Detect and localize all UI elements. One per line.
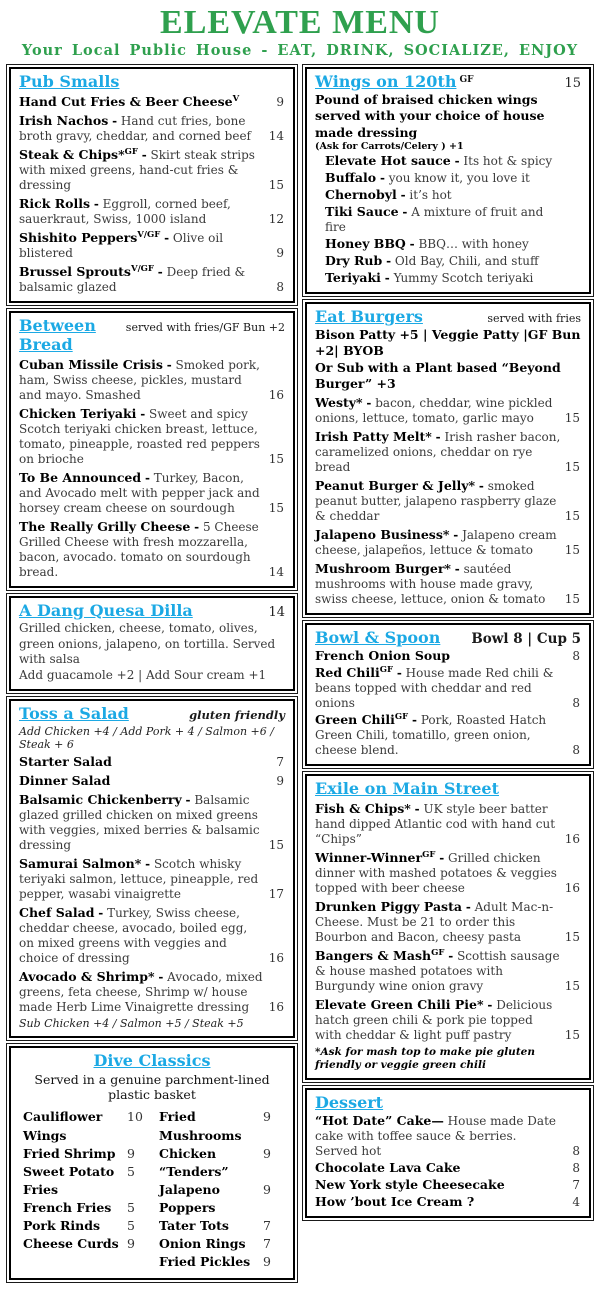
basket-columns (19, 1108, 285, 1271)
item-price: 17 (268, 887, 284, 902)
item-dash: - (386, 254, 392, 269)
section-title: Between Bread (19, 316, 96, 354)
item-price: 5 (127, 1163, 135, 1179)
item-dash: - (487, 998, 493, 1013)
section-title: Exile on Main Street (315, 779, 499, 799)
menu-item (19, 357, 285, 403)
item-name: Jalapeno Business* (315, 527, 450, 543)
item-dash: - (140, 407, 146, 421)
item-description: Adult Mac-n-Cheese. Must be 21 to order this Bourbon and Bacon, cheesy pasta (315, 900, 554, 945)
item-dash: - (448, 949, 454, 964)
section-wings (305, 67, 591, 294)
carrots-celery-note: (Ask for Carrots/Celery ) +1 (315, 140, 464, 152)
item-description: Turkey, Bacon, and Avocado melt with pepper jack and horsey cream cheese on sourdough (19, 471, 260, 515)
section-header (19, 316, 285, 354)
item-name: Irish Nachos (19, 113, 109, 128)
item-dash: - (396, 666, 402, 681)
item-dash: - (366, 396, 372, 411)
section-header (19, 1051, 285, 1070)
item-dash: - (400, 188, 406, 203)
menu-item (19, 856, 285, 902)
basket-item (23, 1163, 145, 1199)
section-title: Dive Classics (93, 1051, 211, 1071)
item-description: Irish rasher bacon, caramelized onions, cheddar on rye bread (315, 430, 561, 475)
item-name: Starter Salad (19, 754, 112, 770)
menu-item (19, 264, 285, 295)
item-dash: - (478, 479, 484, 494)
dietary-tag: GF (459, 75, 474, 85)
item-dash: - (402, 205, 408, 220)
menu-item (315, 997, 581, 1043)
sauce-item (315, 253, 581, 269)
menu-item (315, 1160, 581, 1176)
basket-item (23, 1199, 145, 1217)
addon-line: Add Chicken +4 / Add Pork + 4 / Salmon +6 / Steak + 6 (19, 725, 274, 752)
menu-subtitle: Your Local Public House - EAT, DRINK, SOCIALIZE, ENJOY (21, 42, 579, 59)
item-price: 9 (276, 246, 284, 260)
item-name: Bangers & Mash (315, 948, 432, 964)
item-description: UK style beer batter hand dipped Atlantic cod with hand cut “Chips” (315, 802, 556, 847)
sauce-item (315, 270, 581, 286)
item-price: 8 (572, 1161, 580, 1176)
basket-item (23, 1145, 145, 1163)
item-price: 9 (276, 774, 284, 789)
menu-item (315, 1113, 581, 1159)
item-description: Skirt steak strips with mixed greens, hand-cut fries & dressing (19, 148, 255, 192)
item-description: Balsamic glazed grilled chicken on mixed greens with veggies, mixed berries & balsamic dressing (19, 793, 260, 853)
menu-title: ELEVATE MENU (160, 4, 440, 41)
item-name: Fried Shrimp (23, 1145, 116, 1161)
item-dash: - (185, 793, 191, 808)
item-name: Elevate Green Chili Pie* (315, 997, 484, 1013)
item-description: Turkey, Swiss cheese, cheddar cheese, avocado, boiled egg, on mixed greens with veggies and choice of dressing (19, 906, 248, 966)
item-description: Yummy Scotch teriyaki (393, 271, 534, 286)
item-name: Cuban Missile Crisis (19, 357, 163, 372)
item-name: Red Chili (315, 665, 380, 681)
item-description: Its hot & spicy (463, 154, 553, 169)
section-description: Pound of braised chicken wings served with your choice of house made dressing (315, 92, 545, 140)
item-name: Buffalo (325, 170, 377, 186)
item-name: Irish Patty Melt* (315, 429, 432, 445)
section-bowl-and-spoon (305, 623, 591, 766)
item-name: Drunken Piggy Pasta (315, 899, 462, 915)
item-price: 14 (268, 129, 284, 143)
item-description: smoked peanut butter, jalapeno raspberry glaze & cheddar (315, 479, 557, 524)
item-description: Deep fried & balsamic glazed (19, 265, 246, 294)
item-price: 15 (564, 979, 580, 994)
item-dash: - (112, 114, 118, 128)
item-price: 15 (564, 543, 580, 558)
item-description: Scotch whisky teriyaki salmon, lettuce, pineapple, red pepper, wasabi vinaigrette (19, 857, 259, 902)
item-name: Chicken “Tenders” (159, 1145, 229, 1179)
section-header (315, 307, 581, 326)
item-dash: - (194, 520, 200, 534)
item-description: you know it, you love it (388, 171, 530, 186)
section-exile-on-main-street (305, 774, 591, 1080)
item-list (19, 357, 285, 580)
basket-item (159, 1235, 281, 1253)
item-price: 7 (263, 1218, 271, 1234)
sauce-item (315, 187, 581, 203)
item-dash: - (384, 271, 390, 286)
section-pub-smalls (9, 67, 295, 303)
item-dash: - (141, 148, 147, 162)
item-list (19, 94, 285, 295)
item-name: Tater Tots (159, 1218, 229, 1234)
item-description: Avocado, mixed greens, feta cheese, Shrimp w/ house made Herb Lime Vinaigrette dressing (19, 970, 263, 1015)
item-price: 4 (572, 1195, 580, 1210)
item-price: 9 (263, 1254, 271, 1270)
item-description: Pork, Roasted Hatch Green Chili, tomatillo, green onion, cheese blend. (315, 713, 547, 758)
dietary-tag: V (232, 94, 240, 104)
section-toss-a-salad (9, 699, 295, 1038)
item-name: Cauliflower Wings (23, 1109, 103, 1143)
item-dash: - (435, 430, 441, 445)
item-description: bacon, cheddar, wine pickled onions, lettuce, tomato, garlic mayo (315, 396, 553, 426)
item-price: 15 (564, 592, 580, 607)
dietary-tag: GF (124, 147, 138, 157)
section-description: Grilled chicken, cheese, tomato, olives, green onions, jalapeno, on tortilla. Served with salsa (19, 621, 276, 667)
item-list (315, 648, 581, 758)
item-price: 5 (127, 1218, 135, 1234)
menu-item (19, 969, 285, 1015)
menu-item (315, 712, 581, 758)
menu-item (19, 754, 285, 770)
item-name: Tiki Sauce (325, 204, 399, 220)
item-price: 9 (263, 1109, 271, 1125)
section-title: Eat Burgers (315, 307, 423, 327)
item-price: 5 (127, 1200, 135, 1215)
item-name: Elevate Hot sauce (325, 153, 451, 169)
sub-protein-line: Sub Chicken +4 / Salmon +5 / Steak +5 (19, 1017, 244, 1031)
basket-item (159, 1181, 281, 1217)
section-price: 14 (268, 605, 285, 620)
item-description: Smoked pork, ham, Swiss cheese, pickles, mustard and mayo. Smashed (19, 358, 260, 402)
menu-item (19, 196, 285, 227)
item-name: The Really Grilly Cheese (19, 519, 191, 534)
item-list (315, 1113, 581, 1210)
item-name: Dinner Salad (19, 773, 111, 789)
basket-column-right (159, 1108, 281, 1271)
item-price: 8 (572, 743, 580, 758)
right-column (301, 63, 595, 1284)
item-name: New York style Cheesecake (315, 1177, 505, 1193)
basket-column-left (23, 1108, 145, 1271)
menu-item (19, 113, 285, 144)
section-header (19, 72, 285, 91)
item-name: French Onion Soup (315, 648, 451, 664)
item-price: 15 (564, 460, 580, 475)
item-description: it’s hot (409, 188, 452, 203)
item-price: 16 (564, 832, 580, 847)
item-list (315, 801, 581, 1043)
section-between-bread (9, 311, 295, 588)
item-name: Shishito Peppers (19, 230, 138, 245)
section-note: served with fries/GF Bun +2 (125, 321, 285, 334)
menu-item (19, 230, 285, 261)
menu-item (19, 147, 285, 193)
item-name: Chef Salad (19, 905, 95, 921)
section-note: served with fries (487, 312, 581, 326)
item-name: French Fries (23, 1200, 112, 1215)
item-dash: - (409, 237, 415, 252)
item-price: 15 (268, 838, 284, 853)
beyond-burger-line: Or Sub with a Plant based “Beyond Burger” +3 (315, 359, 561, 391)
item-name: Fish & Chips* (315, 801, 411, 817)
item-dash: - (158, 970, 164, 985)
item-price: 16 (564, 881, 580, 896)
item-dash: - (414, 802, 420, 817)
item-dash: - (379, 171, 385, 186)
item-name: Jalapeno Poppers (159, 1181, 220, 1215)
item-name: How ’bout Ice Cream ? (315, 1194, 475, 1210)
dietary-tag: GF (379, 665, 394, 676)
item-name: Brussel Sprouts (19, 264, 131, 279)
section-header (315, 628, 581, 647)
menu-item (315, 648, 581, 664)
item-price: 16 (268, 1000, 284, 1015)
item-name: Samurai Salmon* (19, 856, 142, 872)
item-price: 14 (268, 565, 284, 579)
item-name: Winner-Winner (315, 850, 423, 866)
sauce-item (315, 236, 581, 252)
basket-item (159, 1108, 281, 1144)
menu-item (315, 801, 581, 847)
item-description: House made Red chili & beans topped with cheddar and red onions (315, 666, 554, 711)
item-name: Sweet Potato Fries (23, 1163, 115, 1197)
item-name: Teriyaki (325, 270, 381, 286)
menu-item (19, 470, 285, 516)
item-price: 15 (564, 930, 580, 945)
section-note: Bowl 8 | Cup 5 (471, 631, 581, 648)
section-title: Wings on 120th (315, 72, 457, 91)
section-dessert (305, 1088, 591, 1218)
item-name: Steak & Chips* (19, 147, 125, 162)
section-title: Pub Smalls (19, 72, 120, 91)
item-description: Olive oil blistered (19, 231, 224, 260)
section-note: Served in a genuine parchment-lined plastic basket (34, 1072, 270, 1103)
item-name: Fried Pickles (159, 1254, 251, 1270)
menu-item (315, 429, 581, 475)
item-price: 8 (572, 649, 580, 664)
item-name: “Hot Date” Cake— (315, 1113, 444, 1129)
item-price: 15 (268, 178, 284, 192)
menu-item (19, 406, 285, 467)
item-name: Chernobyl (325, 187, 397, 203)
menu-item (315, 1177, 581, 1193)
item-description: Scottish sausage & house mashed potatoes with Burgundy wine onion gravy (315, 949, 560, 994)
item-price: 15 (564, 1028, 580, 1043)
basket-item (23, 1217, 145, 1235)
basket-item (159, 1217, 281, 1235)
menu-item (19, 519, 285, 580)
basket-item (159, 1253, 281, 1271)
menu-item (315, 1194, 581, 1210)
menu-item (315, 561, 581, 607)
item-name: Fried Mushrooms (159, 1109, 242, 1143)
section-dive-classics (9, 1046, 295, 1279)
item-name: Westy* (315, 395, 363, 411)
item-name: Chocolate Lava Cake (315, 1160, 461, 1176)
item-name: Onion Rings (159, 1236, 246, 1252)
item-name: Peanut Burger & Jelly* (315, 478, 476, 494)
left-column (5, 63, 299, 1284)
basket-item (159, 1145, 281, 1181)
section-header (315, 72, 581, 91)
dietary-tag: GF (422, 850, 436, 861)
item-dash: - (453, 528, 459, 543)
patty-options-line: Bison Patty +5 | Veggie Patty |GF Bun +2| BYOB (315, 327, 581, 359)
menu-columns (5, 63, 595, 1284)
item-dash: - (157, 265, 163, 279)
sauce-list (315, 153, 581, 286)
menu-item (315, 665, 581, 711)
item-dash: - (145, 857, 151, 872)
item-name: Green Chili (315, 712, 395, 728)
item-name: Pork Rinds (23, 1218, 101, 1234)
item-description: House made Date cake with toffee sauce & berries. Served hot (315, 1114, 556, 1159)
item-description: Sweet and spicy Scotch teriyaki chicken breast, lettuce, tomato, pineapple, roasted red peppers on brioche (19, 407, 260, 466)
menu-item (19, 773, 285, 789)
dietary-tag: GF (431, 948, 445, 959)
addon-line: Add guacamole +2 | Add Sour cream +1 (19, 667, 267, 682)
item-name: Balsamic Chickenberry (19, 792, 182, 808)
item-price: 7 (263, 1236, 271, 1252)
item-dash: - (439, 851, 445, 866)
item-description: Eggroll, corned beef, sauerkraut, Swiss, 1000 island (19, 197, 231, 226)
item-dash: - (164, 231, 170, 245)
item-name: Dry Rub (325, 253, 383, 269)
item-dash: - (144, 471, 150, 485)
masthead (5, 6, 595, 59)
menu-item (19, 792, 285, 853)
menu-item (315, 527, 581, 558)
item-price: 7 (572, 1178, 580, 1193)
section-title: Bowl & Spoon (315, 628, 441, 648)
item-name: Hand Cut Fries & Beer Cheese (19, 94, 233, 109)
item-dash: - (454, 562, 460, 577)
sauce-item (315, 204, 581, 235)
item-price: 15 (564, 509, 580, 524)
item-description: Delicious hatch green chili & pork pie topped with cheddar & light puff pastry (315, 998, 553, 1043)
sauce-item (315, 153, 581, 169)
dietary-tag: V/GF (137, 230, 161, 240)
item-price: 16 (268, 388, 284, 402)
menu-item (315, 899, 581, 945)
item-description: Grilled chicken dinner with mashed potatoes & veggies topped with beer cheese (315, 851, 557, 896)
item-price: 9 (263, 1181, 271, 1197)
item-price: 10 (127, 1109, 143, 1125)
basket-item (23, 1235, 145, 1253)
item-description: Jalapeno cream cheese, jalapeños, lettuce & tomato (315, 528, 557, 558)
gluten-friendly-footnote: *Ask for mash top to make pie gluten friendly or veggie green chili (315, 1046, 535, 1072)
item-dash: - (465, 900, 471, 915)
item-price: 9 (263, 1145, 271, 1161)
menu-item (315, 948, 581, 994)
item-dash: - (98, 906, 104, 921)
item-name: Rick Rolls (19, 196, 91, 211)
section-header (315, 779, 581, 798)
item-dash: - (93, 197, 99, 211)
menu-item (19, 94, 285, 110)
item-name: Honey BBQ (325, 236, 406, 252)
item-description: 5 Cheese Grilled Cheese with fresh mozzarella, bacon, avocado. tomato on sourdough bread. (19, 520, 259, 579)
item-price: 9 (127, 1236, 135, 1252)
menu-item (19, 905, 285, 966)
item-list (315, 395, 581, 607)
menu-item (315, 478, 581, 524)
item-list (19, 754, 285, 1015)
item-name: Cheese Curds (23, 1236, 119, 1252)
section-header (19, 601, 285, 620)
section-quesa-dilla (9, 596, 295, 691)
menu-item (315, 850, 581, 896)
section-price: 15 (564, 76, 581, 91)
item-price: 12 (268, 212, 284, 226)
item-price: 16 (268, 951, 284, 966)
item-description: sautéed mushrooms with house made gravy, swiss cheese, lettuce, onion & tomato (315, 562, 546, 607)
item-description: Hand cut fries, bone broth gravy, cheddar, and corned beef (19, 114, 252, 143)
basket-item (23, 1108, 145, 1144)
item-name: To Be Announced (19, 470, 142, 485)
item-price: 8 (572, 1144, 580, 1159)
item-price: 9 (127, 1145, 135, 1161)
section-header (315, 1093, 581, 1112)
item-dash: - (454, 154, 460, 169)
item-description: Old Bay, Chili, and stuff (394, 254, 539, 269)
section-title: Dessert (315, 1093, 384, 1113)
item-description: A mixture of fruit and fire (325, 205, 544, 235)
item-price: 15 (268, 501, 284, 515)
item-description: BBQ… with honey (418, 237, 529, 252)
item-name: Avocado & Shrimp* (19, 969, 155, 985)
item-price: 15 (268, 452, 284, 466)
item-price: 15 (564, 411, 580, 426)
section-note: gluten friendly (189, 708, 285, 723)
item-name: Chicken Teriyaki (19, 406, 137, 421)
sauce-item (315, 170, 581, 186)
item-price: 7 (276, 755, 284, 770)
dietary-tag: GF (394, 712, 409, 723)
section-title: Toss a Salad (19, 704, 129, 724)
item-dash: - (166, 358, 172, 372)
item-price: 8 (572, 696, 580, 711)
dietary-tag: V/GF (130, 264, 154, 274)
section-eat-burgers (305, 302, 591, 615)
section-title: A Dang Quesa Dilla (19, 601, 193, 620)
item-price: 9 (276, 95, 284, 109)
menu-item (315, 395, 581, 426)
section-header (19, 704, 285, 723)
item-dash: - (412, 713, 417, 728)
item-price: 8 (276, 280, 284, 294)
item-name: Mushroom Burger* (315, 561, 451, 577)
